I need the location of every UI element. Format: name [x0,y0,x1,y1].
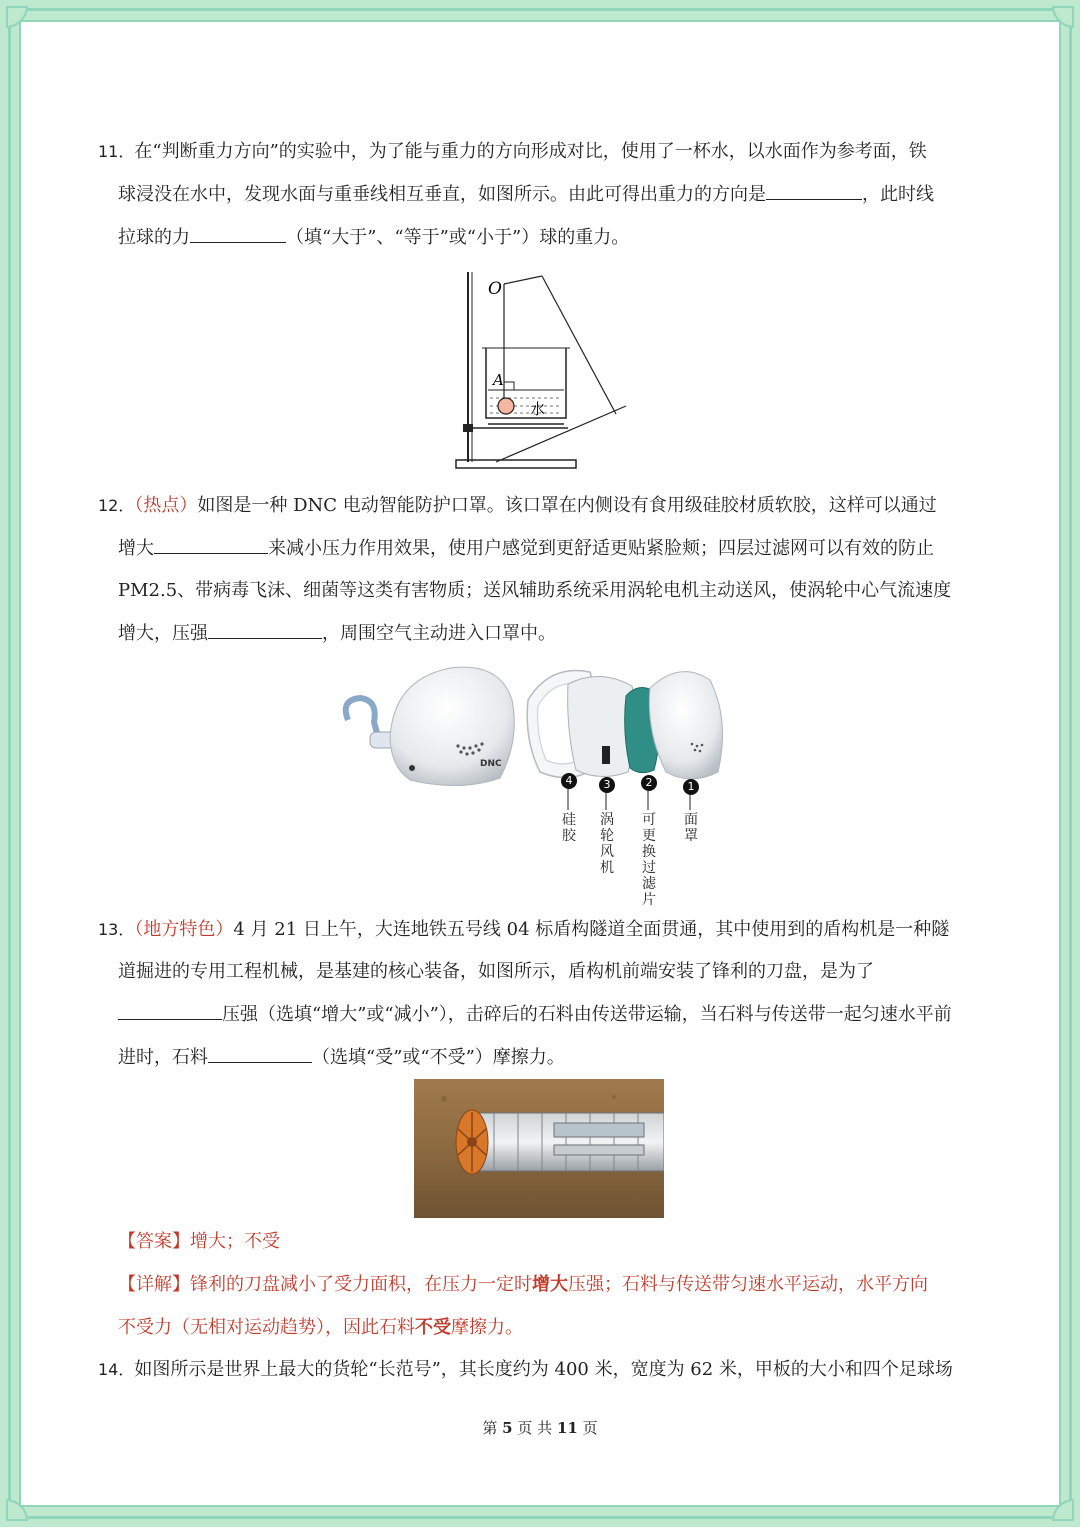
q13-text-4b: （选填“受”或“不受”）摩擦力。 [312,1047,565,1068]
q13-number: 13． [98,920,135,939]
answer-blank[interactable] [154,535,268,554]
q13-text-4a: 进时，石料 [118,1047,208,1068]
dnc-mask-figure [340,660,740,810]
q11-line-1 [98,138,927,166]
part-label-silicone: 硅胶 [562,812,576,844]
point-o-label: O [488,279,502,299]
q12-line-2 [118,535,934,563]
q12-text-1: 如图是一种 DNC 电动智能防护口罩。该口罩在内侧设有食用级硅胶材质软胶，这样可以通过 [197,495,937,516]
gravity-apparatus-figure [448,266,638,476]
tunnel-boring-machine-figure [414,1079,664,1218]
answer-blank[interactable] [208,1044,312,1063]
part-marker-2: 2 [641,775,657,791]
answer-line [118,1228,280,1256]
q11-text-1: 在“判断重力方向”的实验中，为了能与重力的方向形成对比，使用了一杯水，以水面作为参考面，铁 [134,141,927,162]
q11-line-3 [118,224,629,252]
q11-text-2a: 球浸没在水中，发现水面与重垂线相互垂直，如图所示。由此可得出重力的方向是 [118,184,766,205]
q14-number: 14． [98,1360,135,1379]
detail-text-1c: 压强；石料与传送带匀速水平运动，水平方向 [568,1274,928,1295]
detail-text-1a: 锋利的刀盘减小了受力面积，在压力一定时 [190,1274,532,1295]
part-label-turbine: 涡轮风机 [600,812,614,876]
detail-text-2b: 不受 [415,1317,451,1338]
q12-tag: （热点） [134,495,198,516]
q13-line-4 [118,1044,565,1072]
q11-line-2 [118,181,934,209]
footer-middle: 页 共 [517,1419,553,1437]
part-marker-3: 3 [599,777,615,793]
q13-text-2: 道掘进的专用工程机械，是基建的核心装备，如图所示，盾构机前端安装了锋利的刀盘，是为了 [118,961,874,982]
detail-text-2c: 摩擦力。 [451,1317,523,1338]
q12-text-4b: ，周围空气主动进入口罩中。 [322,623,556,644]
q12-line-3 [118,577,951,605]
q12-number: 12． [98,496,135,515]
detail-text-2a: 不受力（无相对运动趋势），因此石料 [118,1317,415,1338]
q13-line-2 [118,958,874,986]
q11-text-2b: ，此时线 [862,184,934,205]
q13-text-1: 4 月 21 日上午，大连地铁五号线 04 标盾构隧道全面贯通，其中使用到的盾构机是一种隧 [233,919,950,940]
answer-blank[interactable] [118,1001,222,1020]
part-marker-1: 1 [683,779,699,795]
q12-line-4 [118,620,556,648]
q14-text-1: 如图所示是世界上最大的货轮“长范号”，其长度约为 400 米，宽度为 62 米，甲板的大小和四个足球场 [134,1359,953,1380]
answer-blank[interactable] [208,620,322,639]
q14-line-1 [98,1356,953,1384]
part-label-shell: 面罩 [684,812,698,844]
footer-suffix: 页 [582,1419,598,1437]
q11-text-3b: （填“大于”、“等于”或“小于”）球的重力。 [286,227,630,248]
q12-text-4a: 增大，压强 [118,623,208,644]
footer-prefix: 第 [482,1419,498,1437]
part-marker-4: 4 [561,773,577,789]
answer-label: 【答案】 [118,1231,190,1252]
q12-text-3: PM2.5、带病毒飞沫、细菌等这类有害物质；送风辅助系统采用涡轮电机主动送风，使涡轮中心气流速度 [118,580,952,601]
page-footer [0,1417,1080,1438]
q13-line-3 [118,1001,952,1029]
answer-blank[interactable] [766,181,862,200]
point-a-label: A [493,371,504,389]
water-label: 水 [530,400,546,418]
page-total: 11 [556,1419,578,1437]
answer-text: 增大；不受 [190,1231,280,1252]
answer-blank[interactable] [190,224,286,243]
mask-brand: DNC [480,759,502,769]
part-label-filter: 可更换过滤片 [642,812,656,908]
q12-line-1 [98,492,937,520]
q11-number: 11． [98,142,135,161]
q13-line-1 [98,916,949,944]
q13-tag: （地方特色） [134,919,234,940]
detail-text-1b: 增大 [532,1274,568,1295]
detail-label: 【详解】 [118,1274,190,1295]
page-number: 5 [502,1419,513,1437]
detail-line-2 [118,1314,523,1342]
detail-line-1 [118,1271,928,1299]
q11-text-3a: 拉球的力 [118,227,190,248]
q12-text-2b: 来减小压力作用效果，使用户感觉到更舒适更贴紧脸颊；四层过滤网可以有效的防止 [268,538,934,559]
q13-text-3b: 压强（选填“增大”或“减小”），击碎后的石料由传送带运输，当石料与传送带一起匀速水平前 [222,1004,952,1025]
q12-text-2a: 增大 [118,538,154,559]
